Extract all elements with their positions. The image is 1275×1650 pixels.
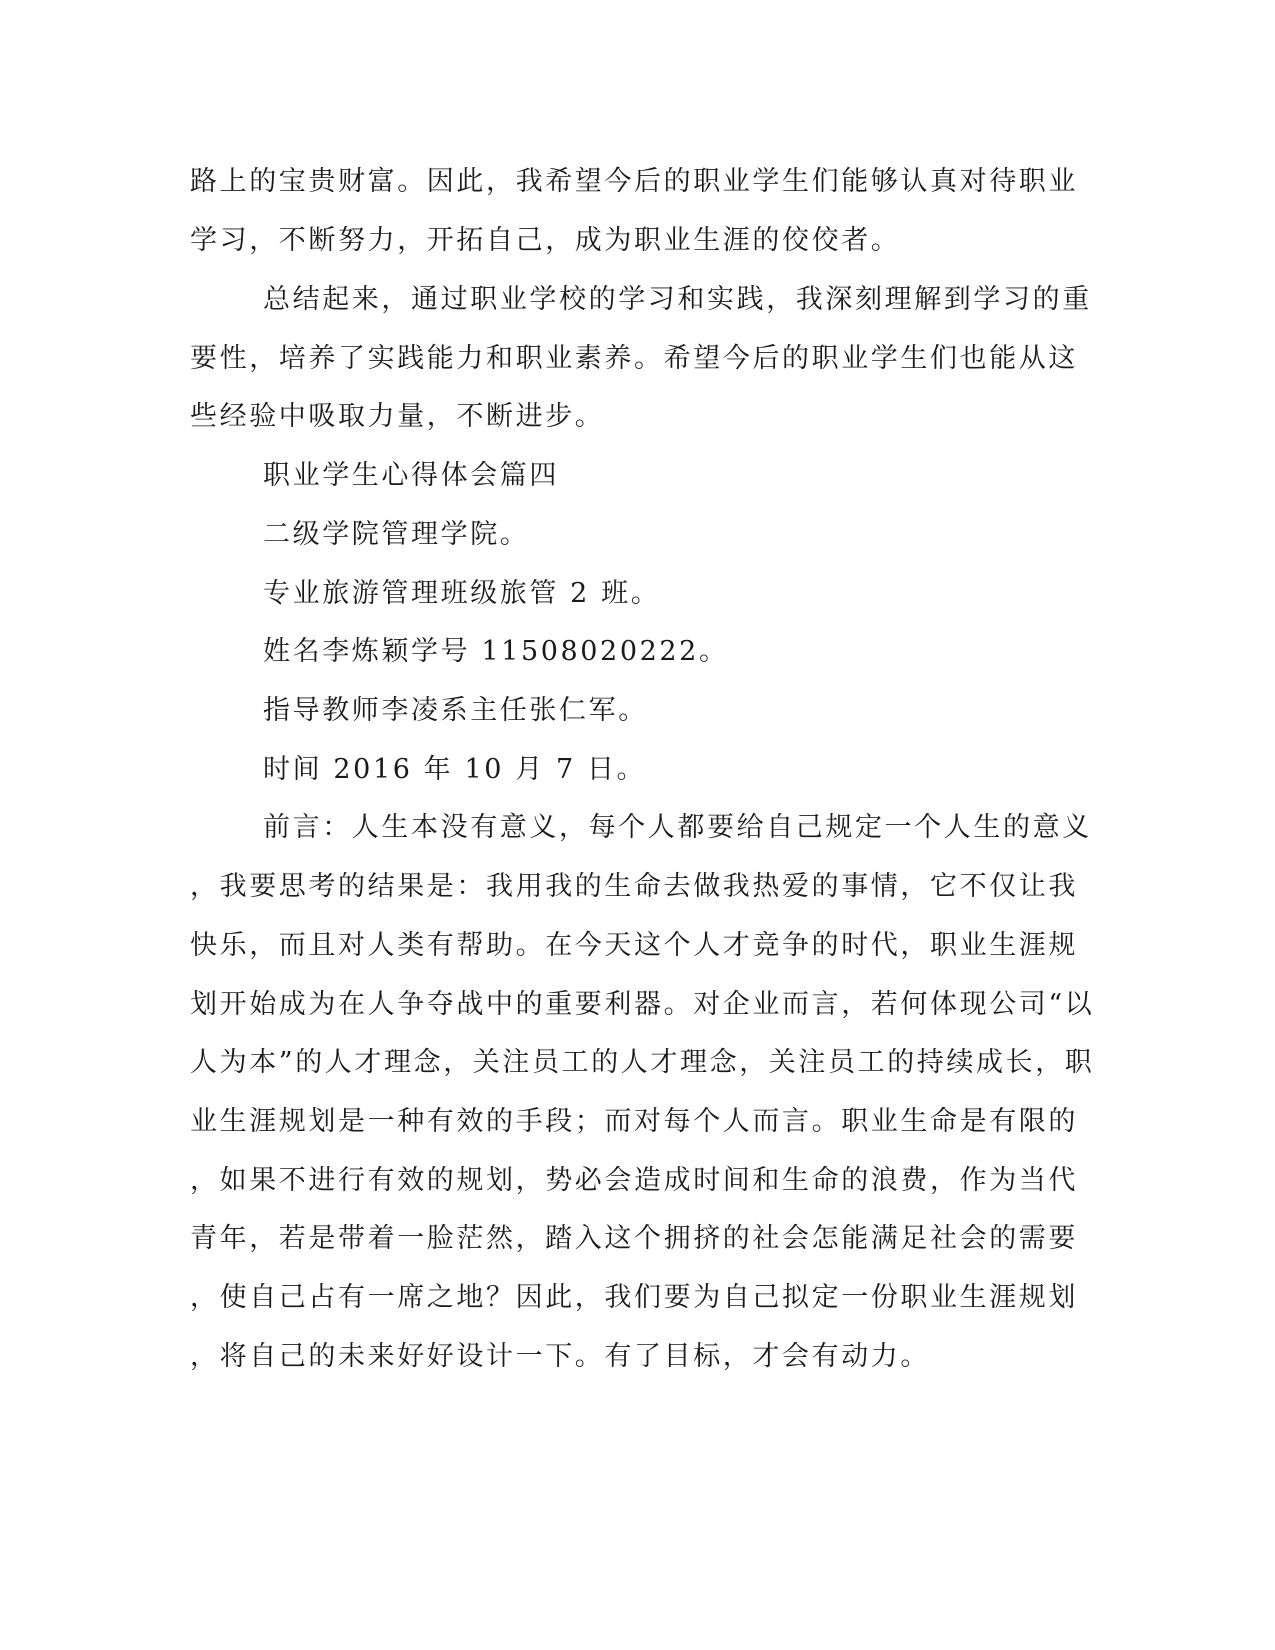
section-heading: 职业学生心得体会篇四	[263, 460, 559, 491]
paragraph-line: 些经验中吸取力量，不断进步。	[190, 401, 605, 432]
paragraph-line: 总结起来，通过职业学校的学习和实践，我深刻理解到学习的重	[263, 284, 1092, 315]
paragraph-line: ，如果不进行有效的规划，势必会造成时间和生命的浪费，作为当代	[190, 1165, 1078, 1196]
info-line-instructor: 指导教师李凌系主任张仁军。	[263, 695, 648, 726]
info-line-college: 二级学院管理学院。	[263, 519, 530, 550]
paragraph-line: 青年，若是带着一脸茫然，踏入这个拥挤的社会怎能满足社会的需要	[190, 1223, 1078, 1254]
paragraph-line: 前言：人生本没有意义，每个人都要给自己规定一个人生的意义	[263, 812, 1092, 843]
paragraph-line: 业生涯规划是一种有效的手段；而对每个人而言。职业生命是有限的	[190, 1106, 1078, 1137]
paragraph-line: 学习，不断努力，开拓自己，成为职业生涯的佼佼者。	[190, 225, 901, 256]
info-line-major: 专业旅游管理班级旅管 2 班。	[263, 578, 661, 609]
paragraph-line: 人为本”的人才理念，关注员工的人才理念，关注员工的持续成长，职	[190, 1047, 1095, 1078]
paragraph-line: ，将自己的未来好好设计一下。有了目标，才会有动力。	[190, 1341, 930, 1372]
paragraph-line: 路上的宝贵财富。因此，我希望今后的职业学生们能够认真对待职业	[190, 166, 1078, 197]
paragraph-line: ，我要思考的结果是：我用我的生命去做我热爱的事情，它不仅让我	[190, 871, 1078, 902]
paragraph-line: 要性，培养了实践能力和职业素养。希望今后的职业学生们也能从这	[190, 343, 1078, 374]
paragraph-line: 快乐，而且对人类有帮助。在今天这个人才竞争的时代，职业生涯规	[190, 930, 1078, 961]
paragraph-line: ，使自己占有一席之地？因此，我们要为自己拟定一份职业生涯规划	[190, 1282, 1078, 1313]
paragraph-line: 划开始成为在人争夺战中的重要利器。对企业而言，若何体现公司“以	[190, 989, 1095, 1020]
info-line-name: 姓名李炼颖学号 11508020222。	[263, 636, 729, 667]
info-line-date: 时间 2016 年 10 月 7 日。	[263, 754, 647, 785]
